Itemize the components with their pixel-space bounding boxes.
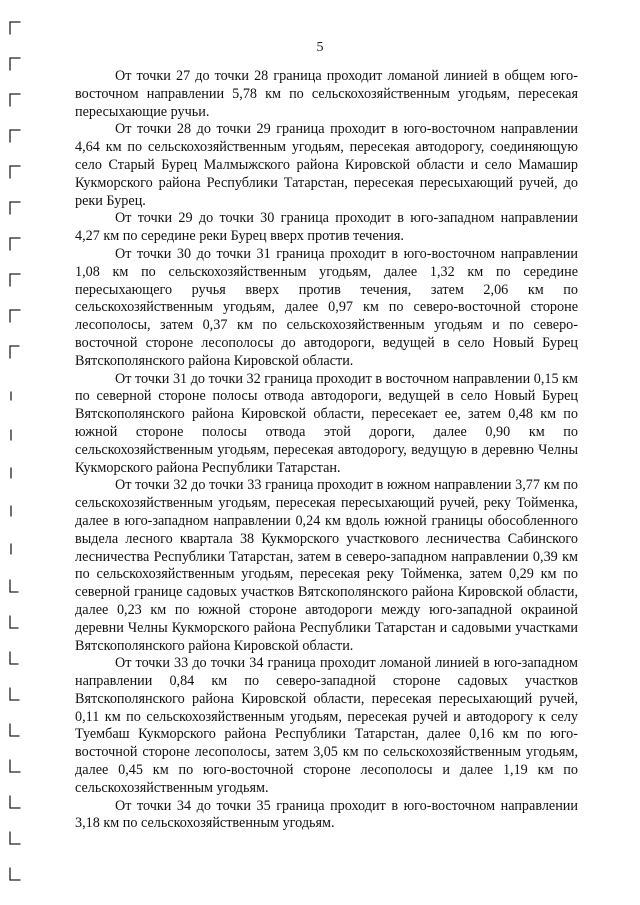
binding-edge-marks [8,20,24,890]
paragraph-points-33-34: От точки 33 до точки 34 граница проходит ломаной линией в юго-западном направлении 0,84 км по северо-западной стороне садовых участков Вятскополянского района Кировской области, пересекая пересыхающий ручей, 0,11 км по сельскохозяйственным угодьям, пересекая ручей и автодорогу к селу Туембаш Кукморского района Республики Татарстан, далее 0,16 км по юго-восточной стороне лесополосы, затем 3,05 км по сельскохозяйственным угодьям, далее 0,45 км по юго-восточной стороне лесополосы и далее 1,19 км по сельскохозяйственным угодьям. [75,655,578,796]
paragraph-points-31-32: От точки 31 до точки 32 граница проходит в восточном направлении 0,15 км по северной стороне полосы отвода автодороги, ведущей в село Новый Бурец Вятскополянского района Кировской области, пересекает ее, затем 0,48 км по южной стороне полосы отвода этой дороги, далее 0,90 км по сельскохозяйственным угодьям, пересекая автодорогу, ведущую в деревню Челны Кукморского района Республики Татарстан. [75,370,578,476]
paragraph-points-28-29: От точки 28 до точки 29 граница проходит в юго-восточном направлении 4,64 км по сельскохозяйственным угодьям, пересекая автодорогу, соединяющую село Старый Бурец Малмыжского района Кировской области и село Мамашир Кукморского района Республики Татарстан, пересекая пересыхающий ручей, до реки Бурец. [75,121,578,209]
page-number: 5 [316,40,324,55]
paragraph-points-27-28: От точки 27 до точки 28 граница проходит ломаной линией в общем юго-восточном направлении 5,78 км по сельскохозяйственным угодьям, пересекая пересыхающие ручьи. [75,68,578,120]
paragraph-points-30-31: От точки 30 до точки 31 граница проходит в юго-восточном направлении 1,08 км по сельскохозяйственным угодьям, далее 1,32 км по середине пересыхающего ручья вверх против течения, затем 2,06 км по сельскохозяйственным угодьям, далее 0,97 км по северо-восточной стороне лесополосы, затем 0,37 км по сельскохозяйственным угодьям и по северо-восточной стороне лесополосы до автодороги, ведущей в село Новый Бурец Вятскополянского района Кировской области. [75,245,578,369]
document-body [75,68,578,833]
paragraph-points-34-35: От точки 34 до точки 35 граница проходит в юго-восточном направлении 3,18 км по сельскохозяйственным угодьям. [75,797,578,832]
paragraph-points-32-33: От точки 32 до точки 33 граница проходит в южном направлении 3,77 км по сельскохозяйственным угодьям, пересекая пересыхающий ручей, реку Тойменка, далее в юго-западном направлении 0,24 км вдоль южной границы обособленного выдела лесного квартала 38 Кукморского участкового лесничества Сабинского лесничества Республики Татарстан, затем в северо-западном направлении 0,39 км по сельскохозяйственным угодьям, пересекая реку Тойменка, затем 0,29 км по северной границе садовых участков Вятскополянского района Кировской области, далее 0,23 км по южной стороне автодороги между юго-западной окраиной деревни Челны Кукморского района Республики Татарстан и садовыми участками Вятскополянского района Кировской области. [75,477,578,654]
paragraph-points-29-30: От точки 29 до точки 30 граница проходит в юго-западном направлении 4,27 км по середине реки Бурец вверх против течения. [75,210,578,245]
